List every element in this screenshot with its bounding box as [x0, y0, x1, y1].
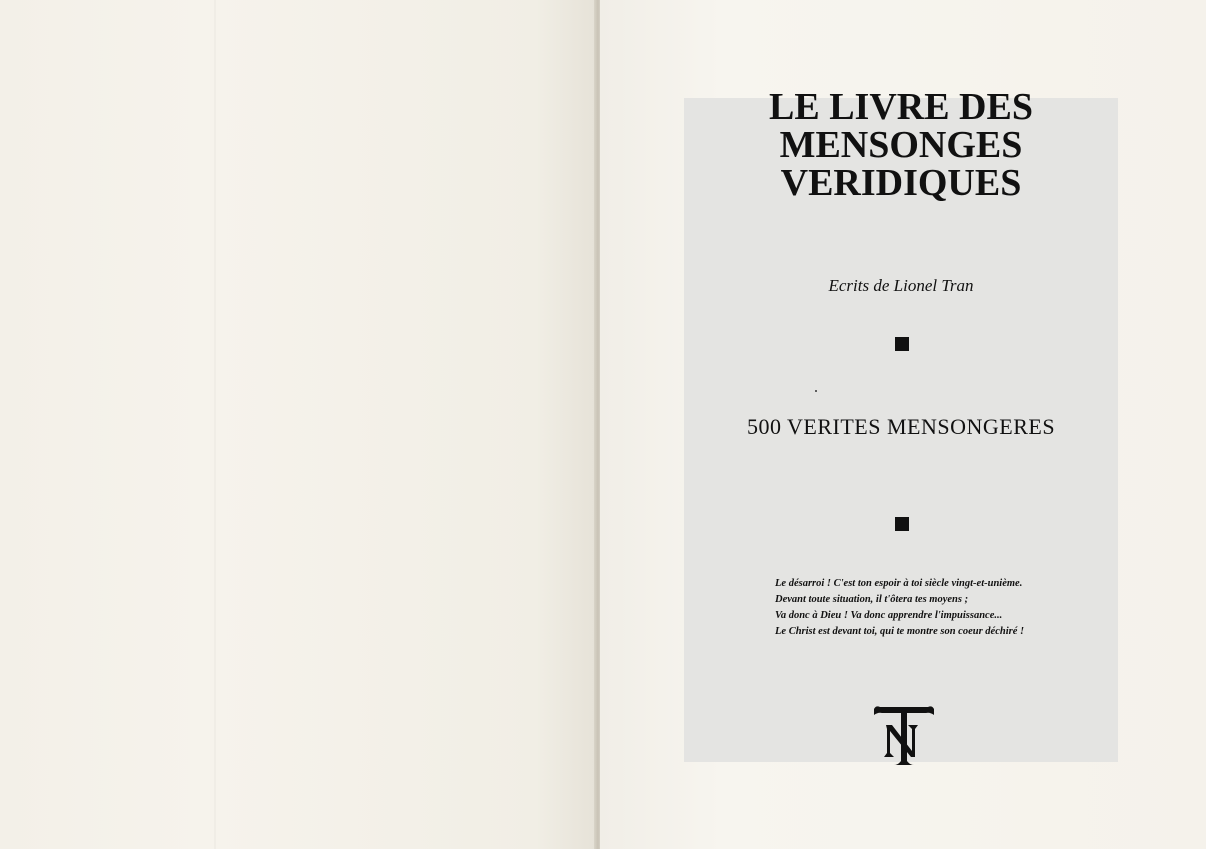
epigraph-verse — [775, 576, 1105, 640]
book-subtitle: 500 VERITES MENSONGERES — [746, 414, 1056, 439]
square-ornament-top — [895, 337, 909, 351]
title-line-3: VERIDIQUES — [780, 162, 1022, 204]
verse-line-2: Devant toute situation, il t'ôtera tes moyens ; — [775, 594, 969, 605]
ink-dot — [815, 390, 817, 392]
verse-line-1: Le désarroi ! C'est ton espoir à toi siècle vingt-et-unième. — [775, 578, 1023, 589]
publisher-monogram-logo — [872, 703, 936, 769]
title-line-1: LE LIVRE DES — [769, 86, 1033, 128]
verse-line-3: Va donc à Dieu ! Va donc apprendre l'impuissance... — [775, 610, 1003, 621]
verse-line-4: Le Christ est devant toi, qui te montre son coeur déchiré ! — [775, 626, 1025, 637]
left-blank-page — [0, 0, 596, 849]
author-line: Ecrits de Lionel Tran — [828, 276, 974, 295]
page-fold-line — [214, 0, 216, 849]
square-ornament-bottom — [895, 517, 909, 531]
title-line-2: MENSONGES — [779, 124, 1023, 166]
book-title — [684, 88, 1118, 202]
